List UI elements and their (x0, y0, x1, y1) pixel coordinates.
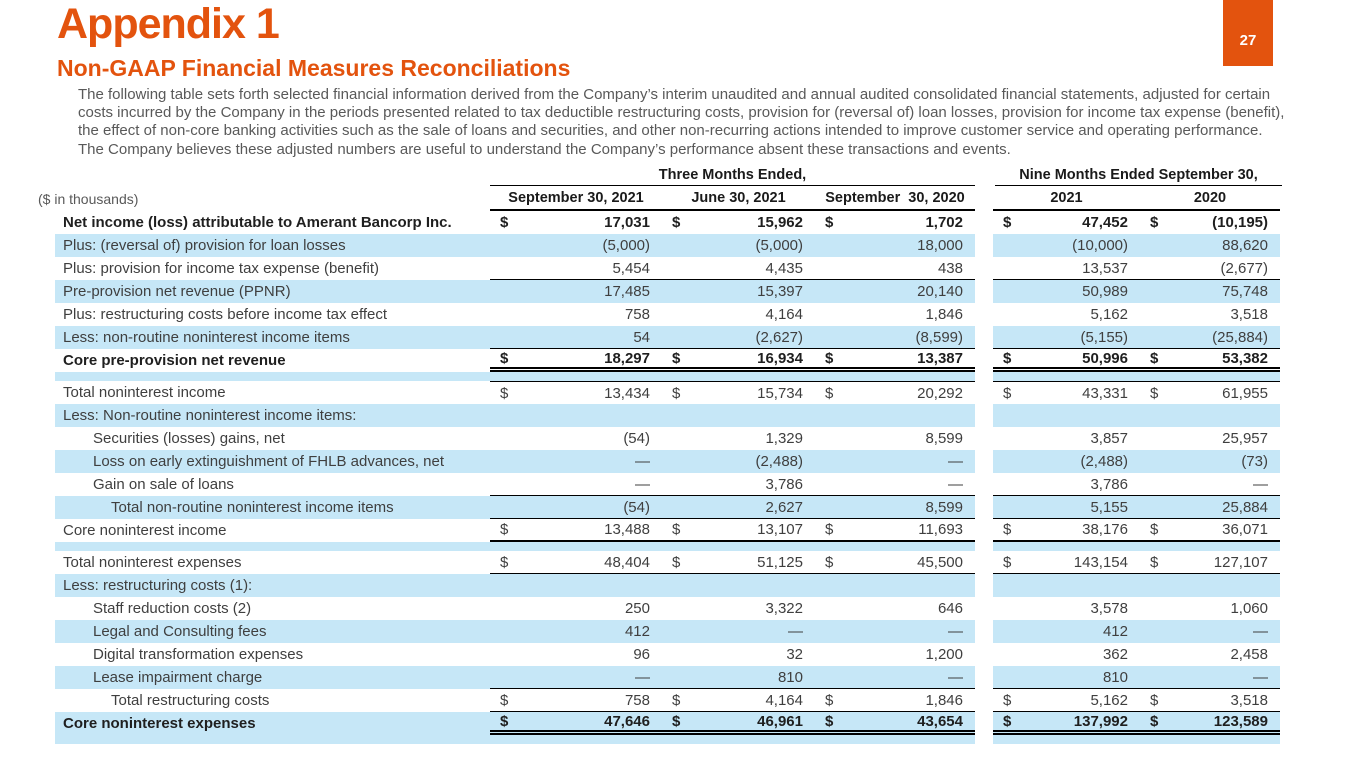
cell-value: — (1140, 473, 1280, 496)
cell-value: $ 758 (490, 689, 662, 712)
cell-value: 758 (624, 306, 650, 323)
cell-value: 5,155 (993, 496, 1140, 519)
dollar-sign: $ (1150, 691, 1159, 709)
cell-value (662, 735, 815, 744)
cell-value: 412 (993, 620, 1140, 643)
cell-value: — (815, 666, 975, 689)
spacer-row (55, 372, 1280, 381)
cell-value: 4,435 (662, 257, 815, 280)
column-group-gap (975, 597, 993, 620)
cell-value: — (815, 450, 975, 473)
cell-value: 3,786 (993, 473, 1140, 496)
units-note: ($ in thousands) (38, 191, 139, 207)
cell-value: $ 18,297 (490, 349, 662, 372)
row-label (55, 735, 490, 744)
cell-value: 4,164 (765, 306, 803, 323)
cell-value (815, 404, 975, 427)
column-group-gap (975, 211, 993, 234)
row-label: Less: restructuring costs (1): (55, 574, 490, 597)
cell-value (815, 735, 975, 744)
dollar-sign: $ (1150, 521, 1159, 538)
cell-value: $ 61,955 (1140, 381, 1280, 404)
dollar-sign: $ (1003, 521, 1012, 538)
cell-value (993, 542, 1140, 551)
dollar-sign: $ (500, 384, 509, 402)
cell-value (1140, 735, 1280, 744)
column-group-gap (975, 234, 993, 257)
dollar-sign: $ (1150, 553, 1159, 571)
cell-value: 88,620 (1140, 234, 1280, 257)
cell-value: 25,957 (1222, 430, 1268, 447)
dollar-sign: $ (672, 384, 681, 402)
column-group-gap (975, 257, 993, 280)
cell-value (815, 574, 975, 597)
cell-value: (5,000) (490, 234, 662, 257)
cell-value (1140, 542, 1280, 551)
cell-value: $ 50,996 (993, 349, 1140, 372)
table-row (55, 211, 1280, 234)
cell-value: 1,060 (1230, 600, 1268, 617)
dollar-sign: $ (672, 214, 681, 231)
table-row (55, 519, 1280, 542)
cell-value: $ 15,962 (672, 214, 803, 231)
row-label: Gain on sale of loans (93, 476, 234, 493)
row-label: Plus: provision for income tax expense (benefit) (63, 260, 379, 277)
reconciliation-table (38, 167, 1280, 744)
cell-value: 810 (662, 666, 815, 689)
cell-value: 1,329 (765, 430, 803, 447)
cell-value: 3,857 (1090, 430, 1128, 447)
column-group-gap (975, 496, 993, 519)
cell-value: 50,989 (993, 280, 1140, 303)
column-group-gap (975, 620, 993, 643)
cell-value: $ 47,452 (1003, 214, 1128, 231)
column-group-gap (975, 372, 993, 381)
cell-value (993, 404, 1140, 427)
dollar-sign: $ (825, 521, 834, 538)
cell-value: 75,748 (1140, 280, 1280, 303)
table-row (55, 404, 1280, 427)
cell-value (662, 404, 815, 427)
column-group-gap (975, 450, 993, 473)
cell-value: — (815, 620, 975, 643)
cell-value: $ 17,031 (500, 214, 650, 231)
table-row (55, 234, 1280, 257)
table-row (55, 597, 1280, 620)
column-group-gap (975, 551, 993, 574)
column-group-gap (975, 381, 993, 404)
cell-value: 2,627 (662, 496, 815, 519)
row-label: Total noninterest income (63, 384, 226, 401)
cell-value: $ 38,176 (993, 519, 1140, 542)
cell-value: $ 46,961 (662, 712, 815, 735)
cell-value: (2,488) (662, 450, 815, 473)
cell-value: 3,578 (1090, 600, 1128, 617)
row-label: Total non-routine noninterest income items (55, 496, 490, 519)
cell-value: (2,677) (1140, 257, 1280, 280)
col-header-sep-30-2020: September 30, 2020 (815, 187, 975, 211)
cell-value: 3,786 (662, 473, 815, 496)
column-group-gap (975, 735, 993, 744)
dollar-sign: $ (500, 521, 509, 538)
cell-value: 2,458 (1230, 646, 1268, 663)
dollar-sign: $ (825, 349, 834, 367)
table-row (55, 257, 1280, 280)
row-label: Core noninterest expenses (55, 712, 490, 735)
table-row (55, 574, 1280, 597)
cell-value: 1,846 (925, 306, 963, 323)
column-group-gap (975, 303, 993, 326)
table-row (55, 381, 1280, 404)
table-row (55, 666, 1280, 689)
cell-value: 5,162 (1090, 306, 1128, 323)
column-group-gap (975, 666, 993, 689)
spacer-row (55, 735, 1280, 744)
cell-value: — (815, 473, 975, 496)
row-label: Net income (loss) attributable to Amerant Bancorp Inc. (63, 214, 452, 231)
dollar-sign: $ (1003, 384, 1012, 402)
dollar-sign: $ (672, 349, 681, 367)
cell-value: 646 (937, 600, 963, 617)
cell-value: 96 (633, 646, 650, 663)
cell-value (662, 542, 815, 551)
cell-value: $ 47,646 (490, 712, 662, 735)
column-header-row (55, 187, 1280, 211)
cell-value: $ 51,125 (662, 551, 815, 574)
dollar-sign: $ (1150, 384, 1159, 402)
cell-value: 8,599 (925, 430, 963, 447)
table-row (55, 326, 1280, 349)
cell-value: $ 20,292 (815, 381, 975, 404)
row-label: Total restructuring costs (111, 692, 270, 709)
cell-value: 1,200 (925, 646, 963, 663)
dollar-sign: $ (1003, 214, 1012, 231)
cell-value: 438 (815, 257, 975, 280)
table-row (55, 712, 1280, 735)
row-label: Lease impairment charge (55, 666, 490, 689)
cell-value: $ 43,331 (993, 381, 1140, 404)
dollar-sign: $ (1003, 349, 1012, 367)
cell-value: 32 (786, 646, 803, 663)
cell-value (1140, 404, 1280, 427)
column-group-gap (975, 326, 993, 349)
page-title: Appendix 1 (57, 0, 279, 48)
cell-value: 3,322 (765, 600, 803, 617)
dollar-sign: $ (1150, 349, 1159, 367)
cell-value: 8,599 (815, 496, 975, 519)
cell-value (1140, 574, 1280, 597)
row-label (55, 372, 490, 381)
row-label: Plus: (reversal of) provision for loan losses (55, 234, 490, 257)
row-label: Loss on early extinguishment of FHLB advances, net (55, 450, 490, 473)
cell-value: (5,155) (993, 326, 1140, 349)
column-group-gap (975, 689, 993, 712)
cell-value: (54) (623, 430, 650, 447)
column-group-gap (975, 404, 993, 427)
cell-value: $ 13,434 (490, 381, 662, 404)
cell-value: (8,599) (815, 326, 975, 349)
column-group-gap (975, 542, 993, 551)
page-subtitle: Non-GAAP Financial Measures Reconciliations (57, 55, 571, 81)
column-group-gap (975, 712, 993, 735)
row-label: Core pre-provision net revenue (63, 352, 286, 369)
dollar-sign: $ (500, 214, 509, 231)
table-body (55, 211, 1280, 744)
cell-value: $ 11,693 (815, 519, 975, 542)
cell-value: $ 137,992 (993, 712, 1140, 735)
spacer-row (55, 542, 1280, 551)
cell-value: $ 15,734 (662, 381, 815, 404)
cell-value (993, 735, 1140, 744)
cell-value: — (662, 620, 815, 643)
cell-value: — (490, 666, 662, 689)
cell-value: 5,454 (490, 257, 662, 280)
row-label: Staff reduction costs (2) (93, 600, 252, 617)
dollar-sign: $ (825, 553, 834, 571)
dollar-sign: $ (672, 553, 681, 571)
cell-value: $ 5,162 (993, 689, 1140, 712)
row-label: Core noninterest income (63, 522, 227, 539)
dollar-sign: $ (825, 384, 834, 402)
dollar-sign: $ (1003, 691, 1012, 709)
cell-value: 362 (1102, 646, 1128, 663)
row-label: Less: non-routine noninterest income items (55, 326, 490, 349)
cell-value: $ 36,071 (1140, 519, 1280, 542)
col-group-three-months-ended: Three Months Ended, (490, 167, 975, 186)
table-row (55, 551, 1280, 574)
cell-value (490, 372, 662, 381)
cell-value: 412 (490, 620, 662, 643)
table-row (55, 689, 1280, 712)
cell-value: — (490, 473, 662, 496)
dollar-sign: $ (1150, 214, 1159, 231)
cell-value: $ 13,488 (490, 519, 662, 542)
cell-value: $ 53,382 (1140, 349, 1280, 372)
row-label: Securities (losses) gains, net (93, 430, 285, 447)
column-group-gap (975, 519, 993, 542)
table-row (55, 427, 1280, 450)
cell-value (993, 372, 1140, 381)
cell-value (662, 574, 815, 597)
row-label: Digital transformation expenses (93, 646, 304, 663)
cell-value: 20,140 (815, 280, 975, 303)
cell-value: $ 45,500 (815, 551, 975, 574)
dollar-sign: $ (825, 691, 834, 709)
cell-value: 15,397 (662, 280, 815, 303)
cell-value (662, 372, 815, 381)
cell-value (1140, 372, 1280, 381)
cell-value: (25,884) (1140, 326, 1280, 349)
cell-value: $ (10,195) (1150, 214, 1268, 231)
cell-value: $ 127,107 (1140, 551, 1280, 574)
table-row (55, 450, 1280, 473)
table-row (55, 496, 1280, 519)
dollar-sign: $ (1150, 712, 1159, 730)
col-header-nine-2021: 2021 (993, 187, 1140, 211)
column-group-gap (975, 280, 993, 303)
cell-value: $ 3,518 (1140, 689, 1280, 712)
col-header-jun-30-2021: June 30, 2021 (662, 187, 815, 211)
cell-value: $ 1,846 (815, 689, 975, 712)
cell-value: 13,537 (993, 257, 1140, 280)
row-label: Total noninterest expenses (63, 554, 242, 571)
dollar-sign: $ (672, 712, 681, 730)
cell-value: (2,627) (662, 326, 815, 349)
cell-value: — (1140, 620, 1280, 643)
cell-value (490, 574, 662, 597)
cell-value: (73) (1140, 450, 1280, 473)
cell-value: $ 143,154 (993, 551, 1140, 574)
cell-value: 54 (490, 326, 662, 349)
dollar-sign: $ (672, 691, 681, 709)
cell-value (815, 542, 975, 551)
table-row (55, 620, 1280, 643)
cell-value: 3,518 (1230, 306, 1268, 323)
table-row (55, 280, 1280, 303)
cell-value (490, 735, 662, 744)
cell-value: — (490, 450, 662, 473)
dollar-sign: $ (825, 214, 834, 231)
cell-value: $ 13,107 (662, 519, 815, 542)
dollar-sign: $ (1003, 712, 1012, 730)
cell-value (815, 372, 975, 381)
cell-value: (2,488) (993, 450, 1140, 473)
cell-value (490, 542, 662, 551)
col-header-nine-2020: 2020 (1140, 187, 1280, 211)
cell-value: $ 13,387 (815, 349, 975, 372)
cell-value (490, 404, 662, 427)
dollar-sign: $ (500, 712, 509, 730)
dollar-sign: $ (500, 349, 509, 367)
table-row (55, 473, 1280, 496)
dollar-sign: $ (1003, 553, 1012, 571)
dollar-sign: $ (500, 553, 509, 571)
page-number-badge: 27 (1223, 0, 1273, 66)
dollar-sign: $ (825, 712, 834, 730)
row-label: Legal and Consulting fees (55, 620, 490, 643)
column-group-gap (975, 643, 993, 666)
cell-value: (5,000) (662, 234, 815, 257)
cell-value: — (1140, 666, 1280, 689)
column-group-row (55, 167, 1280, 187)
dollar-sign: $ (500, 691, 509, 709)
cell-value: 250 (624, 600, 650, 617)
row-label: Pre-provision net revenue (PPNR) (55, 280, 490, 303)
cell-value: (10,000) (993, 234, 1140, 257)
cell-value: 17,485 (490, 280, 662, 303)
cell-value: (54) (490, 496, 662, 519)
table-row (55, 303, 1280, 326)
cell-value: $ 16,934 (662, 349, 815, 372)
column-group-gap (975, 349, 993, 372)
cell-value (993, 574, 1140, 597)
table-row (55, 349, 1280, 372)
cell-value: $ 4,164 (662, 689, 815, 712)
intro-paragraph: The following table sets forth selected financial information derived from the Company’s interim unaudited and annual audited consolidated financial statements, adjusted for certain costs incurred by the Company in the periods presented related to tax deductible restructuring costs, provision for (reversal of) loan losses, provision for income tax expense (benefit), the effect of non-core banking activities such as the sale of loans and securities, and other non-recurring actions intended to improve customer service and operating performance. The Company believes these adjusted numbers are useful to understand the Company’s performance absent these transactions and events. (78, 86, 1285, 158)
col-group-nine-months-ended: Nine Months Ended September 30, (995, 167, 1282, 186)
cell-value: 18,000 (815, 234, 975, 257)
col-header-sep-30-2021: September 30, 2021 (490, 187, 662, 211)
row-label: Less: Non-routine noninterest income items: (55, 404, 490, 427)
table-row (55, 643, 1280, 666)
cell-value: $ 1,702 (825, 214, 963, 231)
row-label: Plus: restructuring costs before income tax effect (63, 306, 388, 323)
column-group-gap (975, 473, 993, 496)
cell-value: $ 123,589 (1140, 712, 1280, 735)
cell-value: 25,884 (1140, 496, 1280, 519)
column-group-gap (975, 427, 993, 450)
dollar-sign: $ (672, 521, 681, 538)
row-label (55, 542, 490, 551)
cell-value: $ 48,404 (490, 551, 662, 574)
cell-value: 810 (993, 666, 1140, 689)
column-group-gap (975, 574, 993, 597)
cell-value: $ 43,654 (815, 712, 975, 735)
table-header (38, 167, 1280, 211)
